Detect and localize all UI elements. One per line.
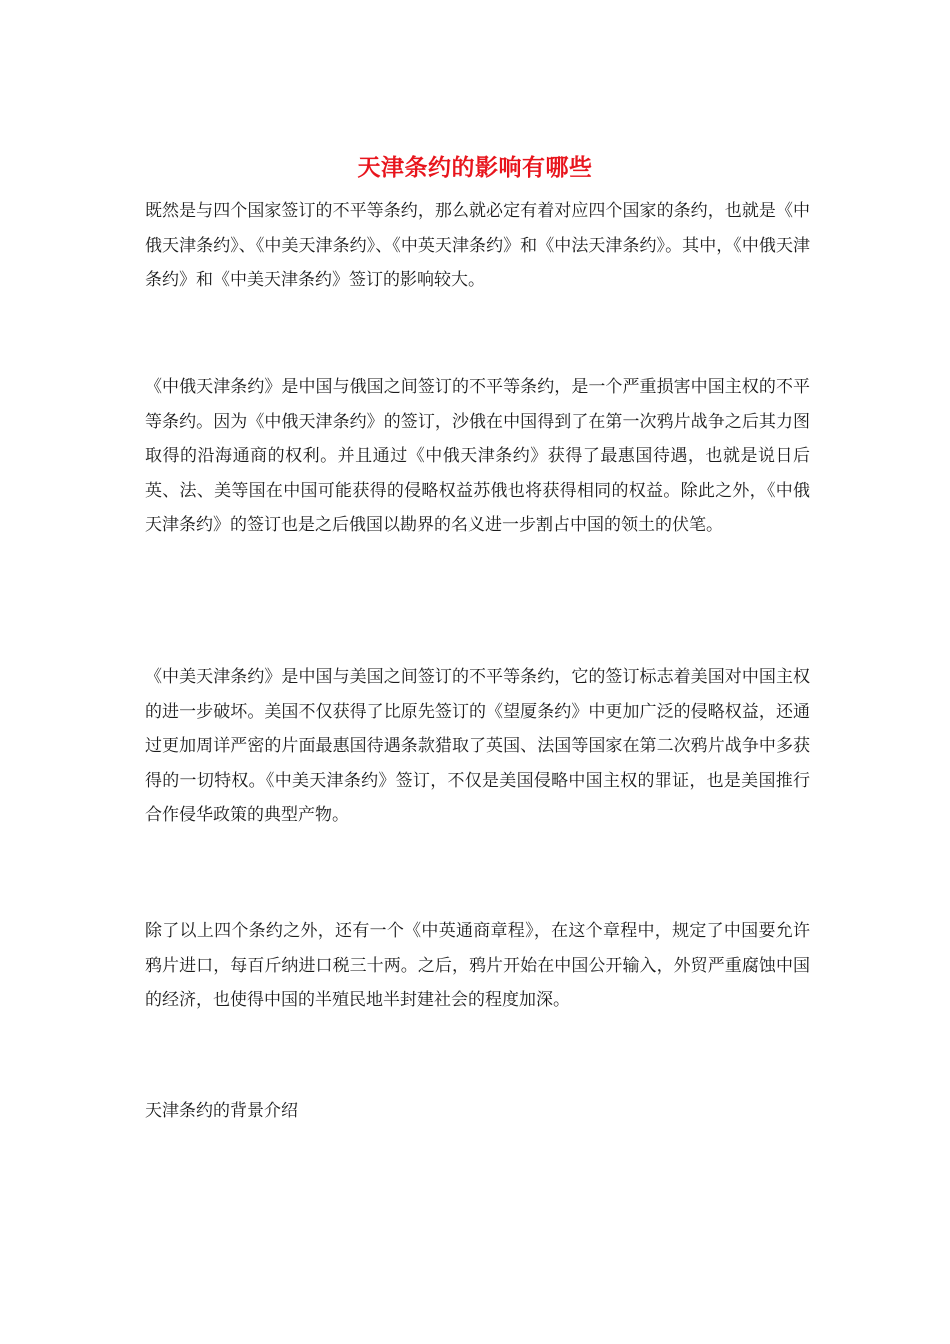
paragraph-intro: 既然是与四个国家签订的不平等条约，那么就必定有着对应四个国家的条约，也就是《中俄天津条约》、《中美天津条约》、《中英天津条约》和《中法天津条约》。其中，《中俄天津条约》和《中美天津条约》签订的影响较大。: [145, 201, 810, 290]
paragraph-sino-russian-treaty: 《中俄天津条约》是中国与俄国之间签订的不平等条约，是一个严重损害中国主权的不平等条约。因为《中俄天津条约》的签订，沙俄在中国得到了在第一次鸦片战争之后其力图取得的沿海通商的权利。并且通过《中俄天津条约》获得了最惠国待遇，也就是说日后英、法、美等国在中国可能获得的侵略权益苏俄也将获得相同的权益。除此之外，《中俄天津条约》的签订也是之后俄国以勘界的名义进一步割占中国的领土的伏笔。: [145, 377, 810, 535]
paragraph-trade-regulations: 除了以上四个条约之外，还有一个《中英通商章程》，在这个章程中，规定了中国要允许鸦片进口，每百斤纳进口税三十两。之后，鸦片开始在中国公开输入，外贸严重腐蚀中国的经济，也使得中国的半殖民地半封建社会的程度加深。: [145, 921, 810, 1010]
paragraph-sino-american-treaty: 《中美天津条约》是中国与美国之间签订的不平等条约，它的签订标志着美国对中国主权的进一步破坏。美国不仅获得了比原先签订的《望厦条约》中更加广泛的侵略权益，还通过更加周详严密的片面最惠国待遇条款猎取了英国、法国等国家在第二次鸦片战争中多获得的一切特权。《中美天津条约》签订，不仅是美国侵略中国主权的罪证，也是美国推行合作侵华政策的典型产物。: [145, 667, 810, 825]
document-title: 天津条约的影响有哪些: [357, 154, 593, 181]
section-heading-background: 天津条约的背景介绍: [145, 1101, 298, 1121]
